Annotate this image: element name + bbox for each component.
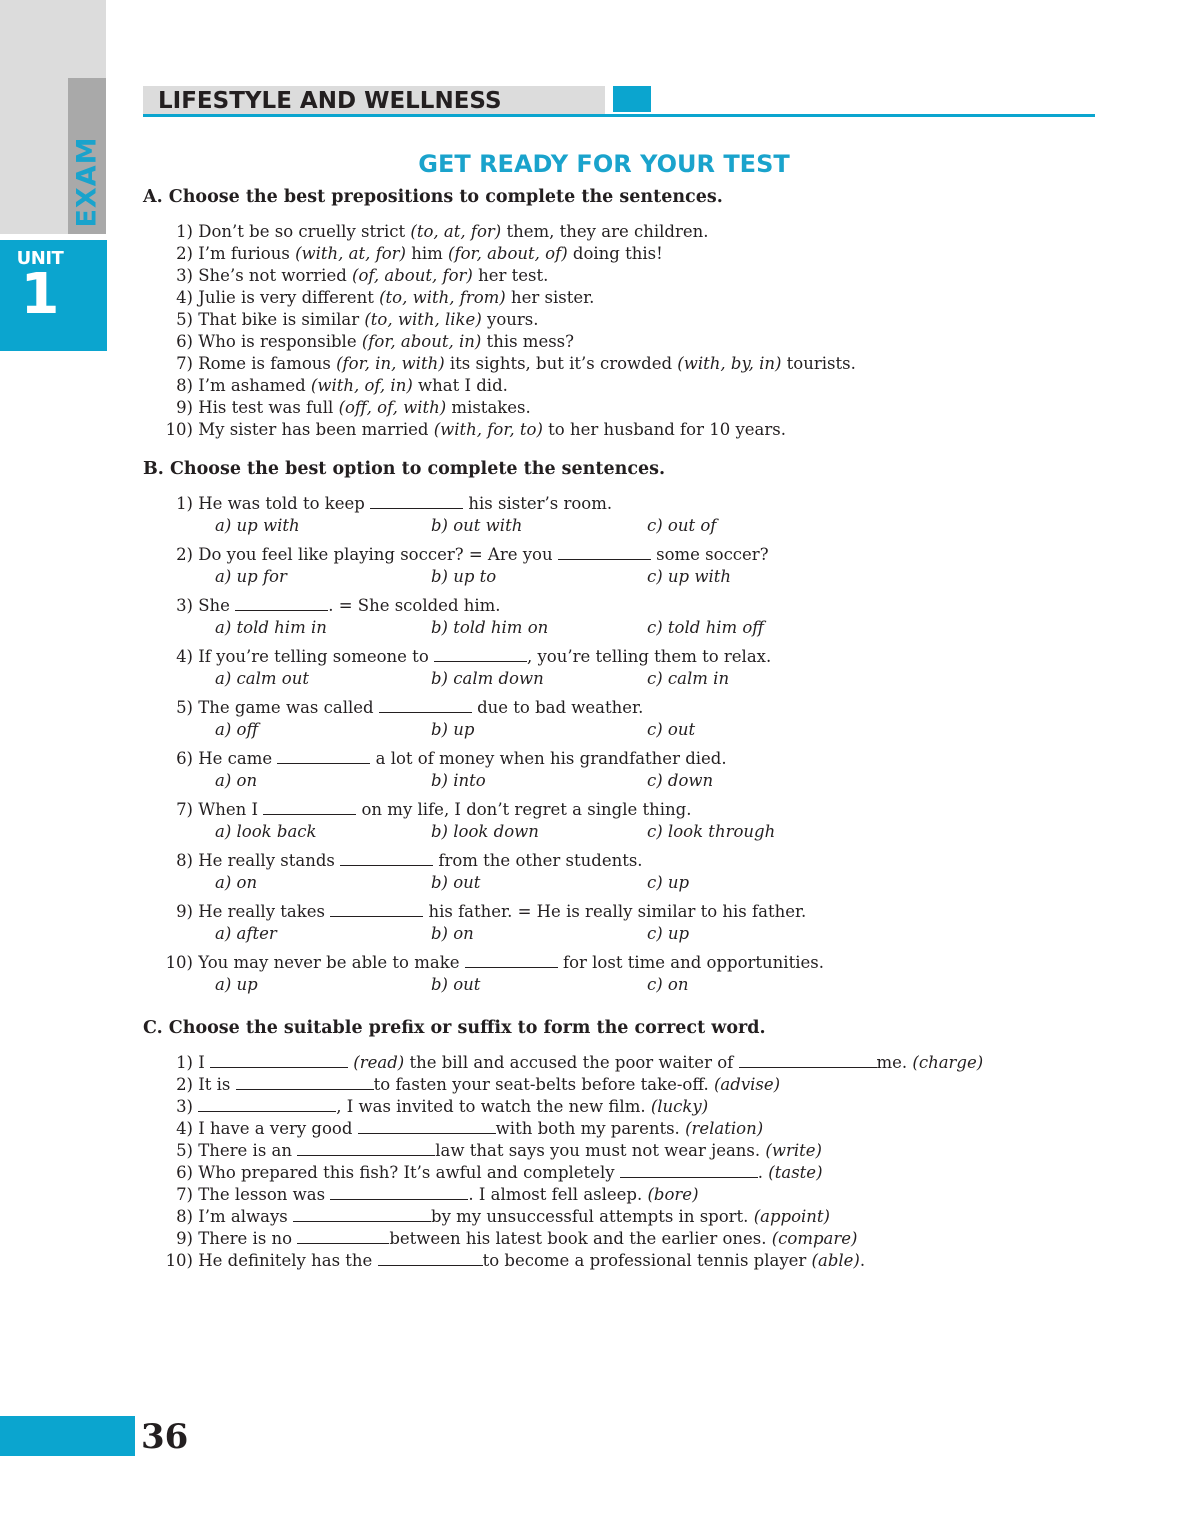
answer-option: a) told him in: [215, 618, 327, 637]
item-text: [193, 1052, 983, 1074]
item-text: [193, 221, 708, 243]
answer-option: b) out with: [431, 516, 523, 535]
item-text: [193, 901, 806, 923]
answer-blank: [340, 850, 433, 866]
item-number: 2): [176, 1075, 193, 1094]
sentence-part: He was told to keep: [198, 494, 371, 513]
list-item: [143, 1118, 1083, 1140]
answer-blank: [263, 799, 356, 815]
list-item: [143, 1228, 1083, 1250]
item-text: [193, 1206, 830, 1228]
root-word-hint: (advise): [714, 1075, 781, 1094]
question-item: [143, 595, 1083, 639]
sentence-part: the bill and accused the poor waiter of: [404, 1053, 739, 1072]
answer-blank: [558, 544, 651, 560]
sentence-part: Do you feel like playing soccer? = Are you: [198, 545, 558, 564]
sentence-part: . = She scolded him.: [328, 596, 501, 615]
root-word-hint: (able): [811, 1251, 860, 1270]
item-text: [193, 265, 548, 287]
question-item: [143, 697, 1083, 741]
chapter-title: LIFESTYLE AND WELLNESS: [158, 88, 502, 114]
item-number: 6): [176, 1163, 193, 1182]
task-c-list: [143, 1052, 1083, 1272]
sentence-part: for lost time and opportunities.: [557, 953, 824, 972]
item-number: 2): [176, 545, 193, 564]
item-text: [193, 397, 531, 419]
sentence-part: to become a professional tennis player: [482, 1251, 812, 1270]
answer-blank: [297, 1228, 389, 1244]
sentence-part: its sights, but it’s crowded: [444, 354, 678, 373]
answer-option: a) calm out: [215, 669, 309, 688]
item-number: 3): [176, 1097, 193, 1116]
answer-option: c) out: [647, 720, 696, 739]
answer-blank: [465, 952, 558, 968]
list-item: [143, 1162, 1083, 1184]
answer-blank: [379, 697, 472, 713]
root-word-hint: (lucky): [650, 1097, 709, 1116]
item-text: [193, 1096, 708, 1118]
sentence-part: tourists.: [781, 354, 856, 373]
options-hint: (to, with, like): [364, 310, 482, 329]
answer-blank: [330, 901, 423, 917]
answer-option: c) up: [647, 924, 690, 943]
list-item: [143, 221, 1083, 243]
list-item: [143, 353, 1083, 375]
sentence-part: a lot of money when his grandfather died.: [370, 749, 727, 768]
question-line: [143, 748, 1083, 770]
sentence-part: I’m always: [198, 1207, 294, 1226]
task-a-list: [143, 221, 1083, 441]
answer-options: [143, 872, 1083, 894]
answer-blank: [210, 1052, 348, 1068]
options-hint: (to, with, from): [379, 288, 506, 307]
sentence-part: them, they are children.: [501, 222, 709, 241]
sentence-part: The lesson was: [198, 1185, 331, 1204]
item-number: 4): [176, 288, 193, 307]
answer-options: [143, 770, 1083, 792]
list-item: [143, 265, 1083, 287]
sentence-part: me.: [876, 1053, 913, 1072]
sentence-part: There is an: [198, 1141, 298, 1160]
sentence-part: She’s not worried: [198, 266, 353, 285]
answer-option: a) on: [215, 873, 258, 892]
list-item: [143, 1250, 1083, 1272]
exercises: [143, 183, 1083, 1272]
item-text: [193, 493, 612, 515]
question-item: [143, 748, 1083, 792]
task-a-heading: A. Choose the best prepositions to complete the sentences.: [143, 187, 723, 207]
question-item: [143, 544, 1083, 588]
sentence-part: to fasten your seat-belts before take-off.: [373, 1075, 714, 1094]
answer-option: b) out: [431, 975, 481, 994]
options-hint: (to, at, for): [410, 222, 502, 241]
answer-option: a) up: [215, 975, 258, 994]
answer-blank: [620, 1162, 758, 1178]
sentence-part: You may never be able to make: [198, 953, 465, 972]
unit-number: 1: [20, 262, 60, 327]
sentence-part: him: [406, 244, 449, 263]
item-text: [193, 375, 508, 397]
question-line: [143, 595, 1083, 617]
sentence-part: his sister’s room.: [463, 494, 613, 513]
question-item: [143, 799, 1083, 843]
list-item: [143, 1096, 1083, 1118]
options-hint: (of, about, for): [352, 266, 473, 285]
sentence-part: to her husband for 10 years.: [542, 420, 786, 439]
header-rule: [143, 114, 1095, 117]
answer-option: b) told him on: [431, 618, 549, 637]
answer-option: b) calm down: [431, 669, 544, 688]
item-number: 1): [176, 1053, 193, 1072]
item-text: [193, 309, 539, 331]
answer-blank: [358, 1118, 496, 1134]
answer-option: c) look through: [647, 822, 776, 841]
item-number: 9): [176, 902, 193, 921]
answer-blank: [198, 1096, 336, 1112]
item-text: [193, 799, 691, 821]
answer-options: [143, 974, 1083, 996]
answer-option: a) up with: [215, 516, 300, 535]
sentence-part: law that says you must not wear jeans.: [435, 1141, 766, 1160]
question-item: [143, 493, 1083, 537]
sentence-part: with both my parents.: [495, 1119, 686, 1138]
answer-option: c) down: [647, 771, 714, 790]
item-number: 2): [176, 244, 193, 263]
task-b-list: [143, 493, 1083, 996]
options-hint: (off, of, with): [338, 398, 447, 417]
answer-option: b) up to: [431, 567, 497, 586]
sentence-part: on my life, I don’t regret a single thing.: [356, 800, 692, 819]
answer-option: c) up: [647, 873, 690, 892]
question-item: [143, 901, 1083, 945]
sentence-part: what I did.: [412, 376, 508, 395]
answer-option: b) look down: [431, 822, 539, 841]
answer-option: b) out: [431, 873, 481, 892]
sentence-part: . I almost fell asleep.: [468, 1185, 648, 1204]
sentence-part: Rome is famous: [198, 354, 337, 373]
sentence-part: He really takes: [198, 902, 331, 921]
list-item: [143, 1184, 1083, 1206]
root-word-hint: (write): [765, 1141, 822, 1160]
item-text: [193, 331, 574, 353]
sentence-part: between his latest book and the earlier ones.: [389, 1229, 772, 1248]
answer-options: [143, 668, 1083, 690]
sentence-part: My sister has been married: [198, 420, 434, 439]
page-number: 36: [141, 1417, 189, 1457]
item-text: [193, 748, 727, 770]
item-number: 9): [176, 398, 193, 417]
exam-label: EXAM: [71, 136, 103, 228]
sentence-part: I’m ashamed: [198, 376, 311, 395]
answer-blank: [235, 595, 328, 611]
item-number: 10): [165, 1251, 193, 1270]
options-hint: (for, about, in): [361, 332, 482, 351]
sentence-part: I have a very good: [198, 1119, 358, 1138]
answer-option: b) up: [431, 720, 475, 739]
question-line: [143, 901, 1083, 923]
root-word-hint: (relation): [685, 1119, 764, 1138]
sentence-part: She: [198, 596, 236, 615]
options-hint: (with, for, to): [433, 420, 543, 439]
answer-option: c) on: [647, 975, 689, 994]
sentence-part: I’m furious: [198, 244, 296, 263]
sentence-part: yours.: [481, 310, 539, 329]
question-line: [143, 799, 1083, 821]
answer-blank: [277, 748, 370, 764]
question-item: [143, 646, 1083, 690]
item-number: 5): [176, 310, 193, 329]
question-line: [143, 493, 1083, 515]
item-number: 3): [176, 596, 193, 615]
sentence-part: , you’re telling them to relax.: [527, 647, 772, 666]
item-number: 9): [176, 1229, 193, 1248]
sentence-part: mistakes.: [446, 398, 531, 417]
item-number: 1): [176, 494, 193, 513]
question-line: [143, 952, 1083, 974]
answer-options: [143, 515, 1083, 537]
answer-option: a) off: [215, 720, 259, 739]
options-hint: (for, in, with): [336, 354, 445, 373]
answer-option: a) after: [215, 924, 277, 943]
item-text: [193, 1228, 857, 1250]
section-title: GET READY FOR YOUR TEST: [418, 150, 790, 178]
root-word-hint: (bore): [647, 1185, 699, 1204]
answer-option: a) look back: [215, 822, 317, 841]
item-number: 1): [176, 222, 193, 241]
list-item: [143, 419, 1083, 441]
sentence-part: by my unsuccessful attempts in sport.: [431, 1207, 754, 1226]
sentence-part: from the other students.: [433, 851, 643, 870]
unit-word: UNIT: [16, 248, 64, 269]
sentence-part: There is no: [198, 1229, 298, 1248]
answer-options: [143, 719, 1083, 741]
list-item: [143, 243, 1083, 265]
item-text: [193, 1140, 822, 1162]
question-line: [143, 697, 1083, 719]
sentence-part: I: [198, 1053, 211, 1072]
list-item: [143, 1052, 1083, 1074]
item-number: 3): [176, 266, 193, 285]
sentence-part: doing this!: [567, 244, 663, 263]
sentence-part: , I was invited to watch the new film.: [336, 1097, 651, 1116]
answer-blank: [434, 646, 527, 662]
item-number: 5): [176, 698, 193, 717]
list-item: [143, 287, 1083, 309]
question-item: [143, 952, 1083, 996]
root-word-hint: (read): [353, 1053, 405, 1072]
list-item: [143, 375, 1083, 397]
answer-option: a) on: [215, 771, 258, 790]
sentence-part: The game was called: [198, 698, 379, 717]
item-text: [193, 243, 663, 265]
item-number: 10): [165, 420, 193, 439]
root-word-hint: (taste): [768, 1163, 823, 1182]
answer-blank: [370, 493, 463, 509]
root-word-hint: (charge): [912, 1053, 984, 1072]
question-item: [143, 850, 1083, 894]
answer-options: [143, 566, 1083, 588]
question-line: [143, 646, 1083, 668]
sentence-part: Julie is very different: [198, 288, 380, 307]
item-number: 7): [176, 1185, 193, 1204]
sentence-part: her test.: [472, 266, 549, 285]
item-text: [193, 544, 769, 566]
answer-blank: [297, 1140, 435, 1156]
options-hint: (with, at, for): [295, 244, 406, 263]
answer-blank: [378, 1250, 483, 1266]
answer-blank: [330, 1184, 468, 1200]
answer-option: c) up with: [647, 567, 732, 586]
sentence-part: He definitely has the: [198, 1251, 378, 1270]
options-hint: (with, by, in): [677, 354, 782, 373]
list-item: [143, 1074, 1083, 1096]
answer-option: a) up for: [215, 567, 287, 586]
answer-options: [143, 821, 1083, 843]
item-text: [193, 419, 786, 441]
sentence-part: He really stands: [198, 851, 341, 870]
item-text: [193, 646, 771, 668]
item-number: 7): [176, 354, 193, 373]
task-c-heading: C. Choose the suitable prefix or suffix to form the correct word.: [143, 1018, 766, 1038]
page-number-tab: [0, 1416, 135, 1456]
task-b-heading: B. Choose the best option to complete the sentences.: [143, 459, 666, 479]
options-hint: (for, about, of): [448, 244, 568, 263]
sentence-part: this mess?: [481, 332, 574, 351]
options-hint: (with, of, in): [310, 376, 413, 395]
item-text: [193, 1118, 763, 1140]
item-text: [193, 287, 594, 309]
answer-options: [143, 617, 1083, 639]
sentence-part: His test was full: [198, 398, 339, 417]
item-number: 6): [176, 332, 193, 351]
item-text: [193, 595, 501, 617]
item-number: 8): [176, 851, 193, 870]
sentence-part: Who prepared this fish? It’s awful and completely: [198, 1163, 620, 1182]
unit-badge: [0, 240, 107, 351]
answer-blank: [236, 1074, 374, 1090]
item-number: 5): [176, 1141, 193, 1160]
sentence-part: That bike is similar: [198, 310, 365, 329]
item-number: 8): [176, 376, 193, 395]
answer-option: c) out of: [647, 516, 717, 535]
sentence-part: Don’t be so cruelly strict: [198, 222, 411, 241]
root-word-hint: (appoint): [753, 1207, 830, 1226]
header-accent-square: [613, 86, 651, 112]
item-text: [193, 353, 856, 375]
answer-options: [143, 923, 1083, 945]
item-text: [193, 1184, 699, 1206]
list-item: [143, 1140, 1083, 1162]
sentence-part: some soccer?: [650, 545, 769, 564]
list-item: [143, 1206, 1083, 1228]
list-item: [143, 309, 1083, 331]
sentence-part: He came: [198, 749, 278, 768]
item-text: [193, 1250, 865, 1272]
item-number: 4): [176, 1119, 193, 1138]
sentence-part: .: [757, 1163, 769, 1182]
answer-blank: [293, 1206, 431, 1222]
item-text: [193, 1074, 780, 1096]
sentence-part: It is: [198, 1075, 236, 1094]
item-text: [193, 850, 643, 872]
answer-option: c) calm in: [647, 669, 730, 688]
item-number: 10): [165, 953, 193, 972]
item-number: 7): [176, 800, 193, 819]
sentence-part: her sister.: [505, 288, 595, 307]
item-text: [193, 952, 824, 974]
list-item: [143, 397, 1083, 419]
list-item: [143, 331, 1083, 353]
answer-blank: [739, 1052, 877, 1068]
item-text: [193, 1162, 823, 1184]
item-text: [193, 697, 643, 719]
answer-option: c) told him off: [647, 618, 764, 637]
sentence-part: Who is responsible: [198, 332, 362, 351]
sentence-part: .: [859, 1251, 866, 1270]
sentence-part: due to bad weather.: [471, 698, 644, 717]
answer-option: b) on: [431, 924, 474, 943]
item-number: 4): [176, 647, 193, 666]
sentence-part: When I: [198, 800, 264, 819]
answer-option: b) into: [431, 771, 486, 790]
question-line: [143, 850, 1083, 872]
item-number: 6): [176, 749, 193, 768]
item-number: 8): [176, 1207, 193, 1226]
sentence-part: If you’re telling someone to: [198, 647, 434, 666]
question-line: [143, 544, 1083, 566]
sentence-part: his father. = He is really similar to his father.: [423, 902, 807, 921]
root-word-hint: (compare): [771, 1229, 858, 1248]
